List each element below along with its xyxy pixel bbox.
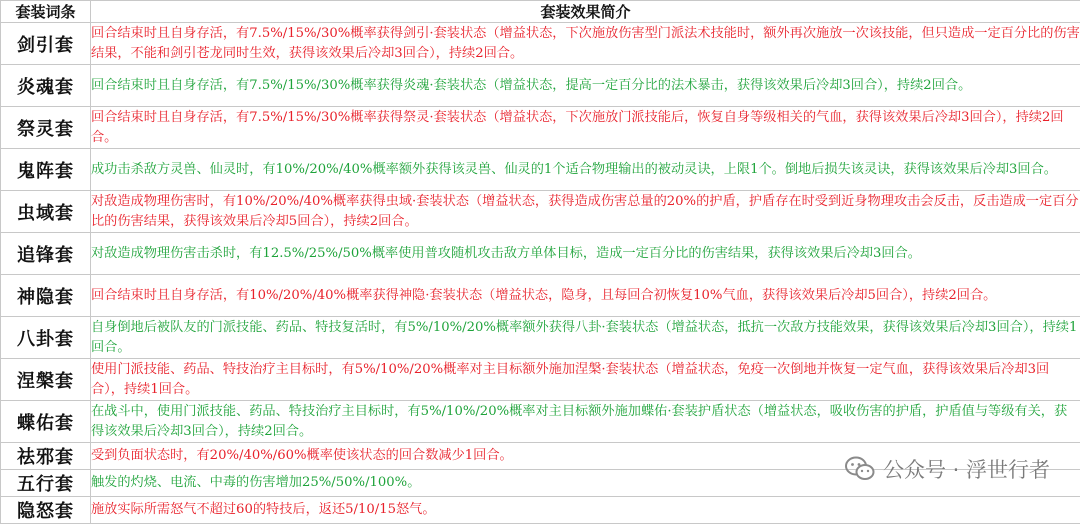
set-name: 虫域套	[1, 191, 91, 233]
set-desc: 对敌造成物理伤害击杀时，有12.5%/25%/50%概率使用普攻随机攻击敌方单体目标，造成一定百分比的伤害结果，获得该效果后冷却3回合。	[91, 233, 1080, 275]
set-desc: 成功击杀敌方灵兽、仙灵时，有10%/20%/40%概率额外获得该灵兽、仙灵的1个适合物理输出的被动灵诀，上限1个。倒地后损失该灵诀，获得该效果后冷却3回合。	[91, 149, 1080, 191]
table-row	[1, 275, 1080, 317]
header-set-name: 套装词条	[1, 1, 91, 23]
set-desc: 回合结束时且自身存活，有10%/20%/40%概率获得神隐·套装状态（增益状态，隐身，且每回合初恢复10%气血，获得该效果后冷却5回合），持续2回合。	[91, 275, 1080, 317]
set-desc: 回合结束时且自身存活，有7.5%/15%/30%概率获得祭灵·套装状态（增益状态，下次施放门派技能后，恢复自身等级相关的气血，获得该效果后冷却3回合），持续2回合。	[91, 107, 1080, 149]
table-row	[1, 317, 1080, 359]
set-name: 鬼阵套	[1, 149, 91, 191]
set-name: 剑引套	[1, 23, 91, 65]
set-desc: 对敌造成物理伤害时，有10%/20%/40%概率获得虫域·套装状态（增益状态，获得造成伤害总量的20%的护盾，护盾存在时受到近身物理攻击会反击，反击造成一定百分比的伤害结果，获得该效果后冷却5回合），持续2回合。	[91, 191, 1080, 233]
table-row	[1, 191, 1080, 233]
set-desc: 触发的灼烧、电流、中毒的伤害增加25%/50%/100%。	[91, 470, 1080, 497]
set-desc: 在战斗中，使用门派技能、药品、特技治疗主目标时，有5%/10%/20%概率对主目标额外施加蝶佑·套装护盾状态（增益状态，吸收伤害的护盾，护盾值与等级有关，获得该效果后冷却3回合），持续2回合。	[91, 401, 1080, 443]
table-row	[1, 23, 1080, 65]
set-name: 祭灵套	[1, 107, 91, 149]
set-desc: 施放实际所需怒气不超过60的特技后，返还5/10/15怒气。	[91, 497, 1080, 524]
table-row	[1, 497, 1080, 524]
header-set-desc: 套装效果简介	[91, 1, 1080, 23]
table-row	[1, 149, 1080, 191]
header-row	[1, 1, 1080, 23]
set-name: 八卦套	[1, 317, 91, 359]
set-name: 追锋套	[1, 233, 91, 275]
set-name: 蝶佑套	[1, 401, 91, 443]
set-desc: 受到负面状态时，有20%/40%/60%概率使该状态的回合数减少1回合。	[91, 443, 1080, 470]
table-row	[1, 359, 1080, 401]
set-name: 祛邪套	[1, 443, 91, 470]
watermark-text: 公众号 · 浮世行者	[883, 454, 1050, 484]
watermark	[845, 452, 1050, 486]
table-row	[1, 65, 1080, 107]
table-row	[1, 401, 1080, 443]
table-row	[1, 107, 1080, 149]
set-name: 炎魂套	[1, 65, 91, 107]
set-name: 隐怒套	[1, 497, 91, 524]
set-name: 五行套	[1, 470, 91, 497]
table-row	[1, 233, 1080, 275]
set-desc: 使用门派技能、药品、特技治疗主目标时，有5%/10%/20%概率对主目标额外施加涅槃·套装状态（增益状态，免疫一次倒地并恢复一定气血，获得该效果后冷却3回合），持续1回合。	[91, 359, 1080, 401]
set-name: 神隐套	[1, 275, 91, 317]
set-name: 涅槃套	[1, 359, 91, 401]
set-desc: 回合结束时且自身存活，有7.5%/15%/30%概率获得剑引·套装状态（增益状态，下次施放伤害型门派法术技能时，额外再次施放一次该技能，但只造成一定百分比的伤害结果，不能和剑引苍龙同时生效，获得该效果后冷却3回合），持续2回合。	[91, 23, 1080, 65]
set-desc: 自身倒地后被队友的门派技能、药品、特技复活时，有5%/10%/20%概率额外获得八卦·套装状态（增益状态，抵抗一次敌方技能效果，获得该效果后冷却3回合），持续1回合。	[91, 317, 1080, 359]
wechat-icon	[845, 456, 875, 482]
set-desc: 回合结束时且自身存活，有7.5%/15%/30%概率获得炎魂·套装状态（增益状态，提高一定百分比的法术暴击，获得该效果后冷却3回合），持续2回合。	[91, 65, 1080, 107]
